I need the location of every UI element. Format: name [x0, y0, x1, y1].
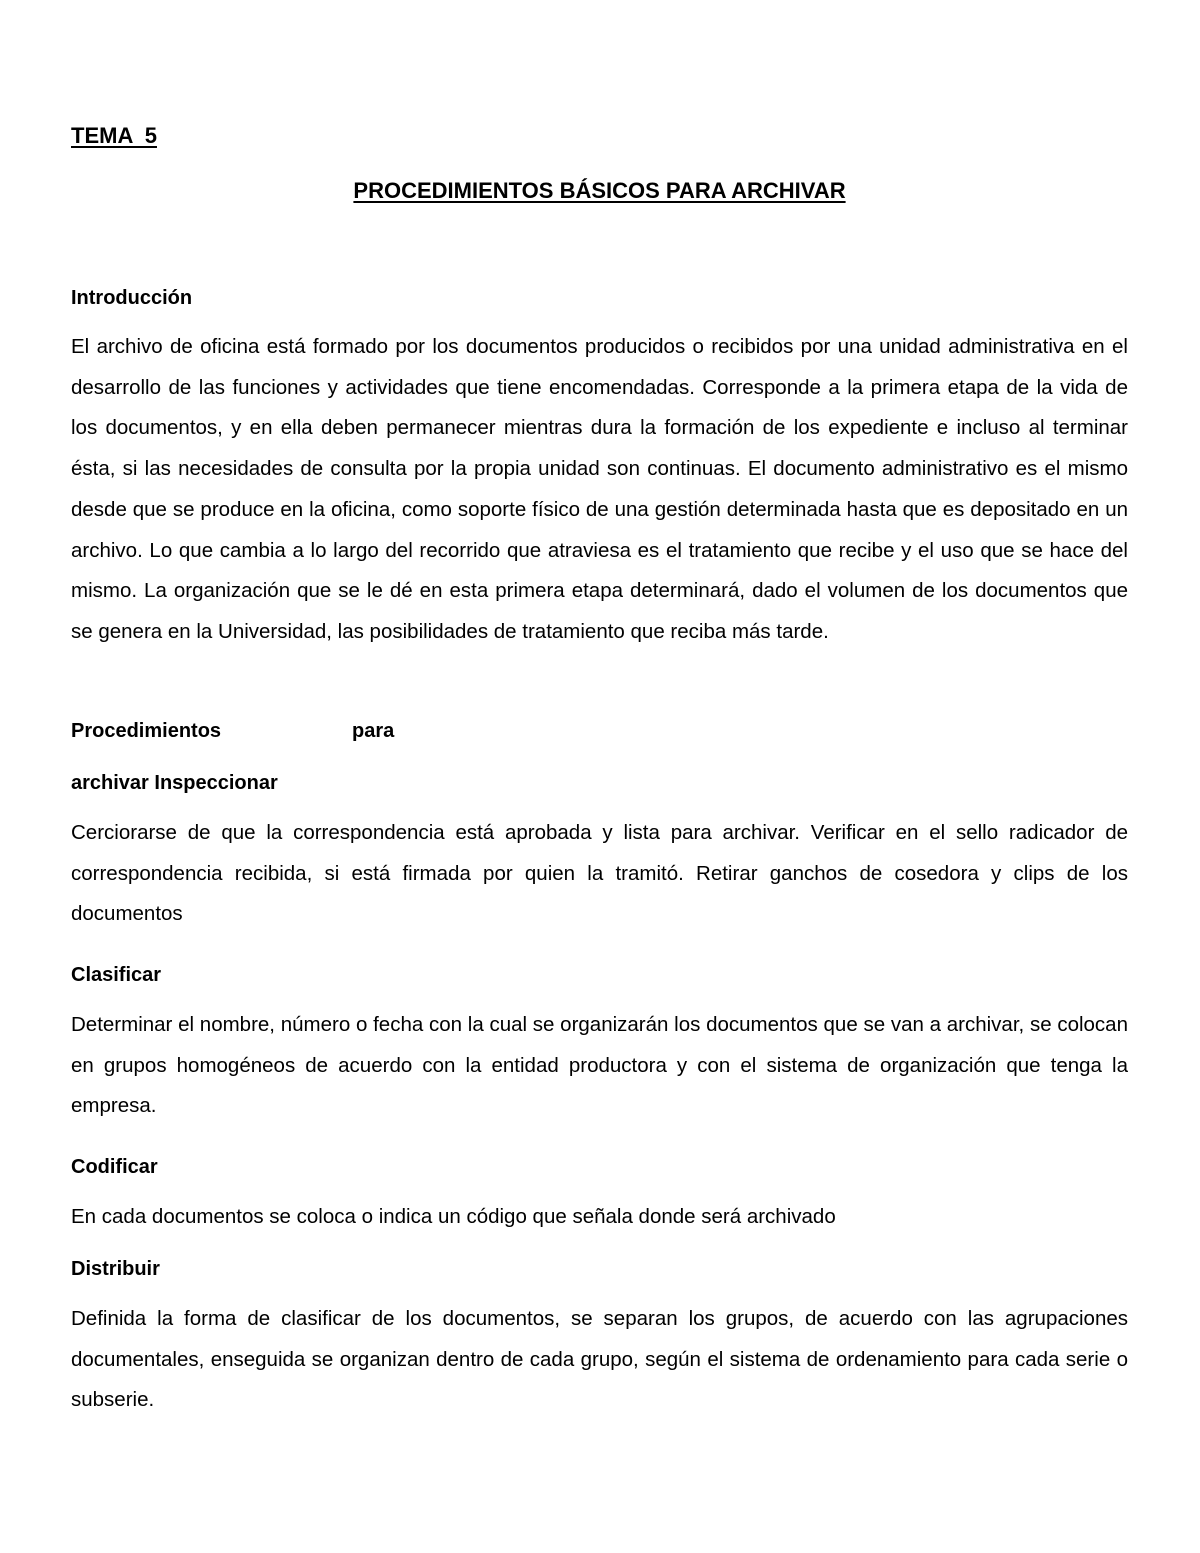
clasificar-paragraph: Determinar el nombre, número o fecha con la cual se organizarán los documentos que se van a archivar, se colocan en grupos homogéneos de acuerdo con la entidad productora y con el sistema de organización que tenga la empresa.: [71, 1013, 1128, 1118]
distribuir-heading: Distribuir: [71, 1258, 160, 1280]
intro-heading: Introducción: [71, 287, 193, 309]
procedimientos-heading-left: Procedimientos: [71, 720, 222, 742]
codificar-paragraph: En cada documentos se coloca o indica un código que señala donde será archivado: [71, 1205, 836, 1228]
tema-label: TEMA 5: [71, 123, 157, 148]
page-title: PROCEDIMIENTOS BÁSICOS PARA ARCHIVAR: [353, 178, 846, 203]
intro-paragraph: El archivo de oficina está formado por los documentos producidos o recibidos por una unidad administrativa en el desarrollo de las funciones y actividades que tiene encomendadas. Corresponde a la primera etapa de la vida de los documentos, y en ella deben permanecer mientras dura la formación de los expediente e incluso al terminar ésta, si las necesidades de consulta por la propia unidad son continuas. El documento administrativo es el mismo desde que se produce en la oficina, como soporte físico de una gestión determinada hasta que es depositado en un archivo. Lo que cambia a lo largo del recorrido que atraviesa es el tratamiento que recibe y el uso que se hace del mismo. La organización que se le dé en esta primera etapa determinará, dado el volumen de los documentos que se genera en la Universidad, las posibilidades de tratamiento que reciba más tarde.: [71, 335, 1128, 643]
codificar-heading: Codificar: [71, 1156, 158, 1178]
clasificar-heading: Clasificar: [71, 964, 162, 986]
inspeccionar-heading: archivar Inspeccionar: [71, 772, 278, 794]
inspeccionar-paragraph: Cerciorarse de que la correspondencia está aprobada y lista para archivar. Verificar en el sello radicador de correspondencia recibida, si está firmada por quien la tramitó. Retirar ganchos de cosedora y clips de los documentos: [71, 821, 1128, 926]
procedimientos-heading-right: para: [352, 720, 395, 742]
distribuir-paragraph: Definida la forma de clasificar de los documentos, se separan los grupos, de acuerdo con las agrupaciones documentales, enseguida se organizan dentro de cada grupo, según el sistema de ordenamiento para cada serie o subserie.: [71, 1307, 1128, 1412]
procedimientos-heading: [71, 718, 411, 744]
